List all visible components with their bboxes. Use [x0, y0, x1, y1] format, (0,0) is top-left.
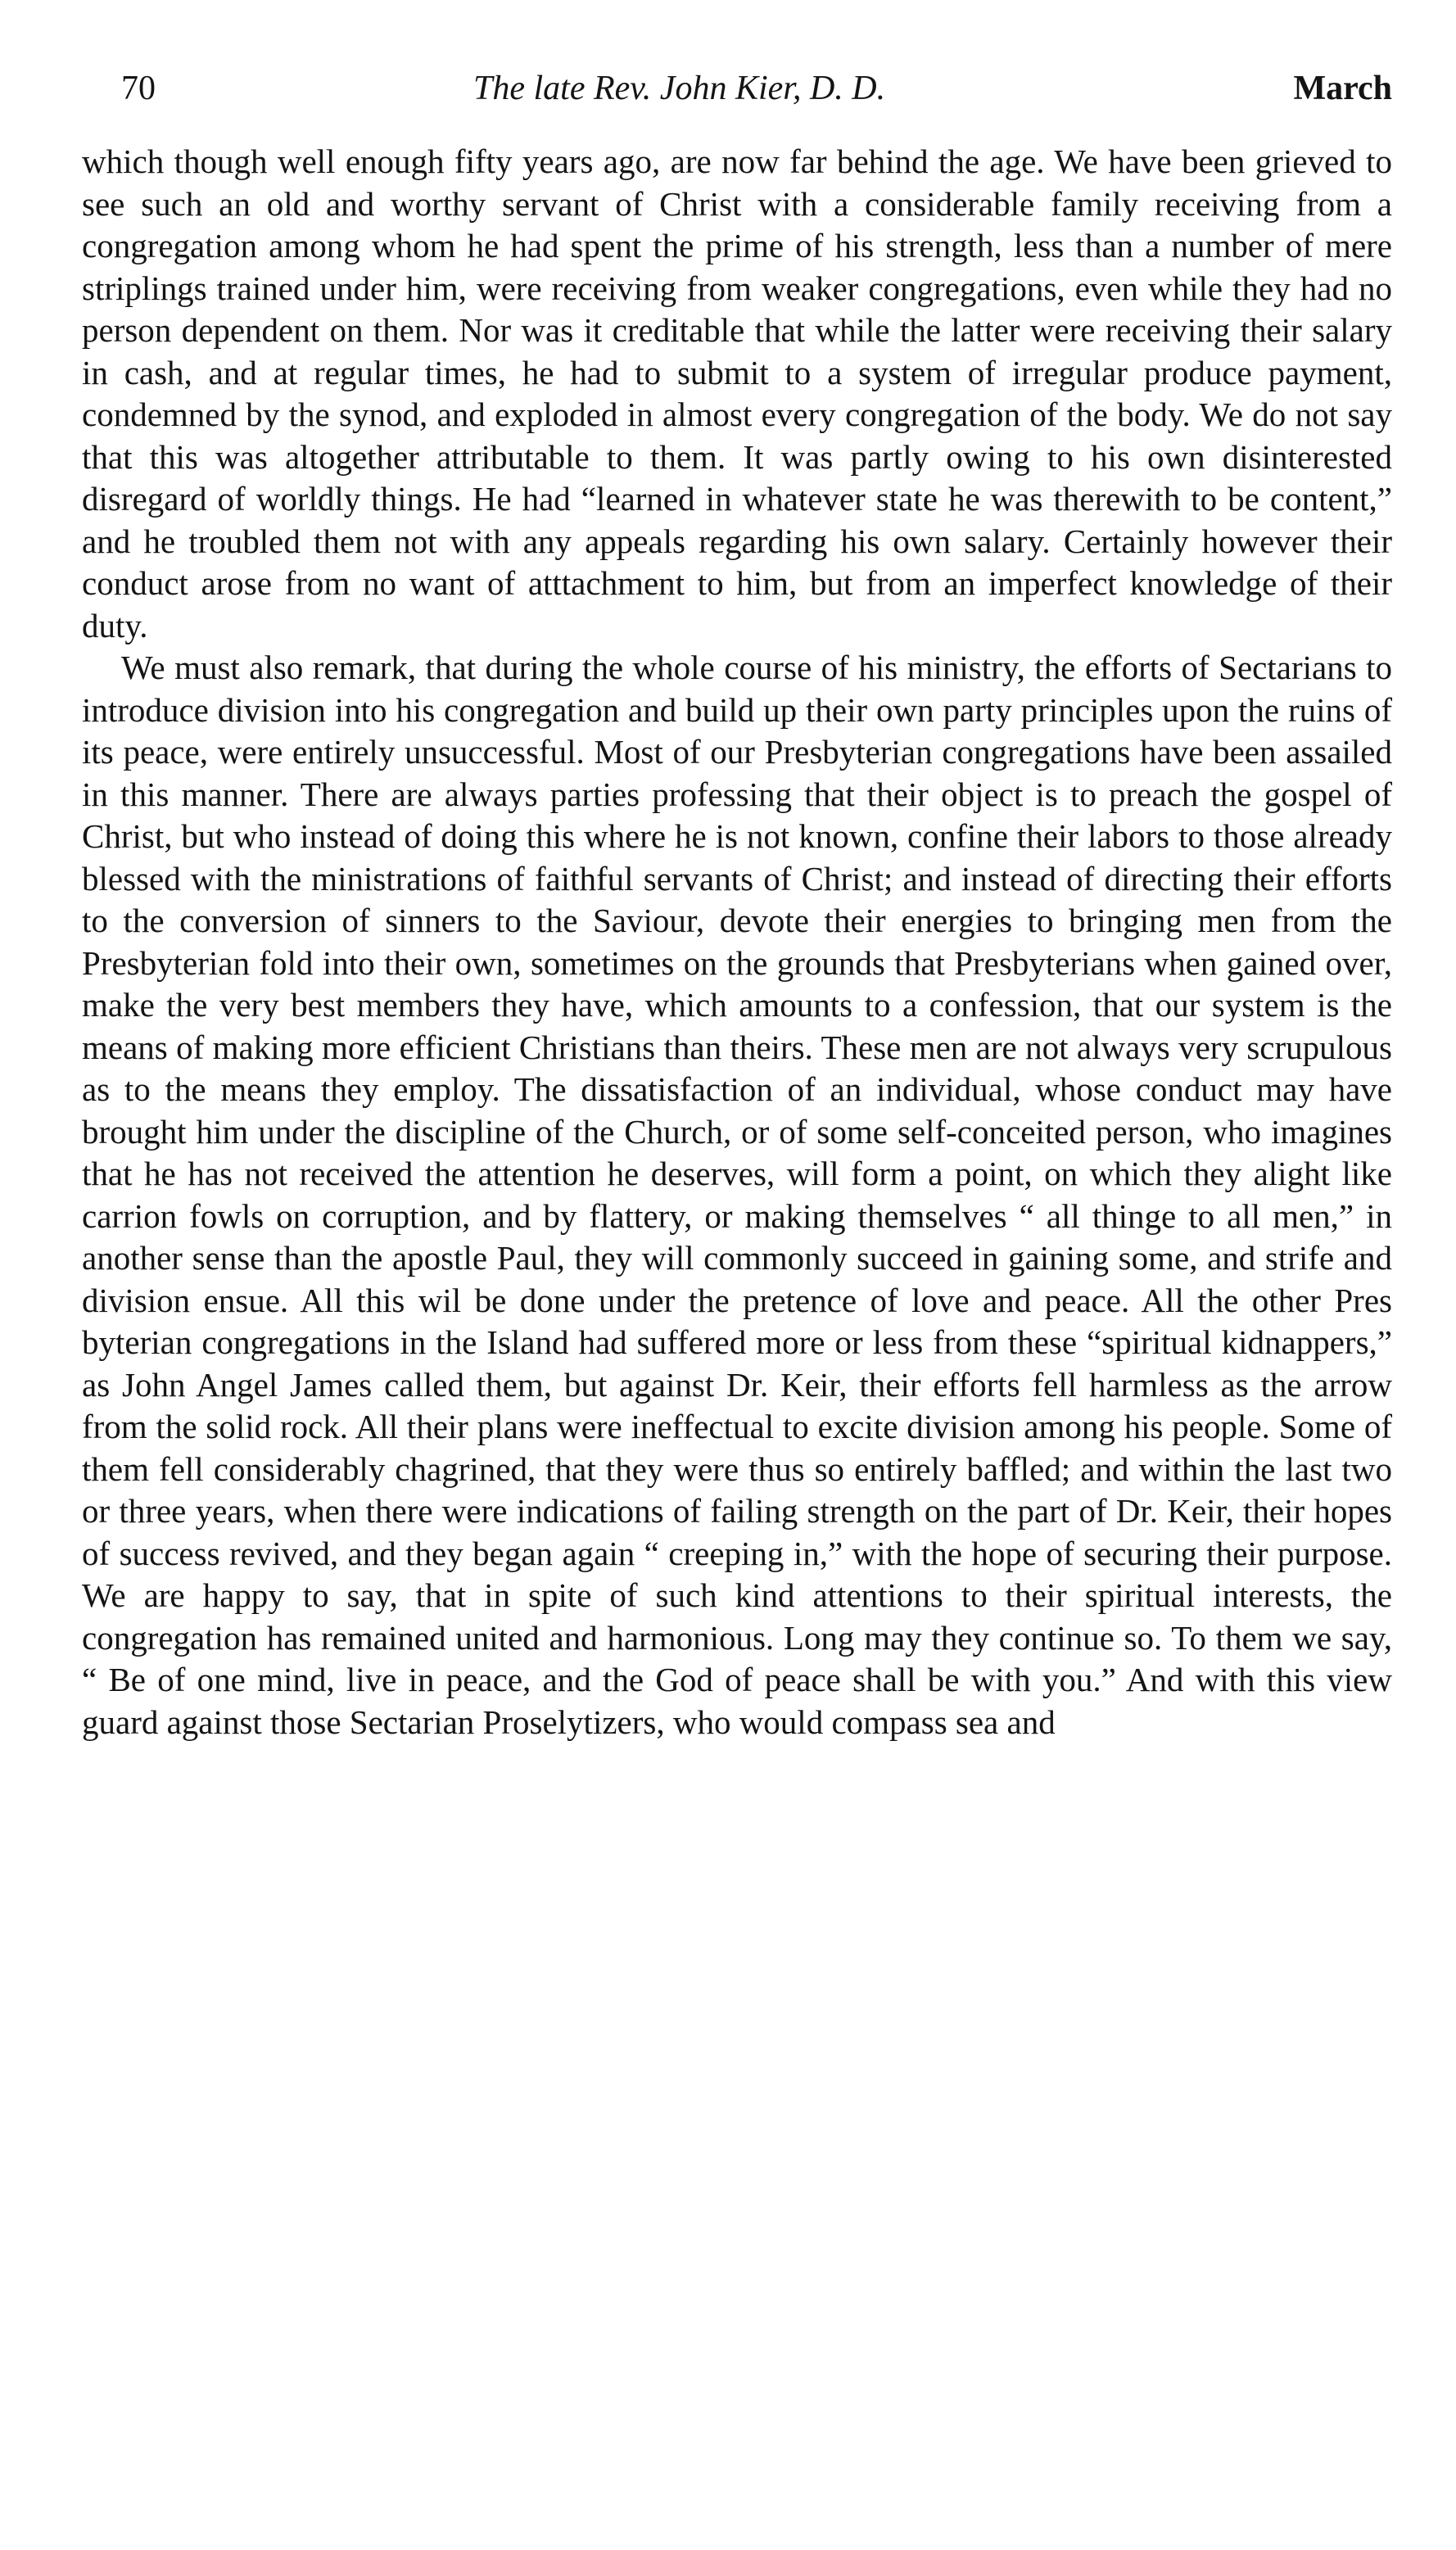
running-head — [121, 69, 1392, 118]
paragraph-continued: which though well enough fifty years ago, are now far behind the age. We have been grieved to see such an old and worthy servant of Christ with a considerable family receiving from a congregation among whom he had spent the prime of his strength, less than a number of mere striplings trained under him, were receiving from weaker congregations, even while they had no person dependent on them. Nor was it creditable that while the latter were receiving their salary in cash, and at regular times, he had to submit to a system of irregular produce payment, condemned by the synod, and exploded in almost every congregation of the body. We do not say that this was altogether attributable to them. It was partly owing to his own disinterested disregard of worldly things. He had “learned in whatever state he was therewith to be content,” and he troubled them not with any appeals regarding his own salary. Certainly however their conduct arose from no want of atttachment to him, but from an imperfect knowledge of their duty. — [82, 142, 1392, 644]
paragraph-sectarians: We must also remark, that during the whole course of his ministry, the efforts of Sectarians to introduce division into his congregation and build up their own party principles upon the ruins of its peace, were entirely unsuccessful. Most of our Presbyterian congregations have been assailed in this manner. There are always parties professing that their object is to preach the gospel of Christ, but who instead of doing this where he is not known, confine their labors to those already blessed with the ministrations of faithful servants of Christ; and instead of directing their efforts to the conversion of sinners to the Saviour, devote their energies to bringing men from the Presbyterian fold into their own, sometimes on the grounds that Presbyterians when gained over, make the very best members they have, which amounts to a confession, that our system is the means of making more efficient Christians than theirs. These men are not always very scrupulous as to the means they employ. The dissatisfaction of an individual, whose conduct may have brought him under the discipline of the Church, or of some self-conceited person, who imagines that he has not received the attention he deserves, will form a point, on which they alight like carrion fowls on corruption, and by flattery, or making themselves “ all thinge to all men,” in another sense than the apostle Paul, they will commonly succeed in gaining some, and strife and division ensue. All this wil be done under the pretence of love and peace. All the other Pres byterian congregations in the Island had suffered more or less from these “spiritual kidnappers,” as John Angel James called them, but against Dr. Keir, their efforts fell harmless as the arrow from the solid rock. All their plans were ineffectual to excite division among his people. Some of them fell considerably chagrined, that they were thus so entirely baffled; and within the last two or three years, when there were indications of failing strength on the part of Dr. Keir, their hopes of success revived, and they began again “ creeping in,” with the hope of securing their purpose. We are happy to say, that in spite of such kind attentions to their spiritual interests, the congregation has remained united and harmonious. Long may they continue so. To them we say, “ Be of one mind, live in peace, and the God of peace shall be with you.” And with this view guard against those Sectarian Proselytizers, who would compass sea and — [82, 649, 1392, 1741]
running-month: March — [1293, 70, 1392, 107]
body-text — [82, 141, 1392, 1743]
running-title: The late Rev. John Kier, D. D. — [473, 70, 886, 107]
page-number: 70 — [121, 70, 156, 107]
